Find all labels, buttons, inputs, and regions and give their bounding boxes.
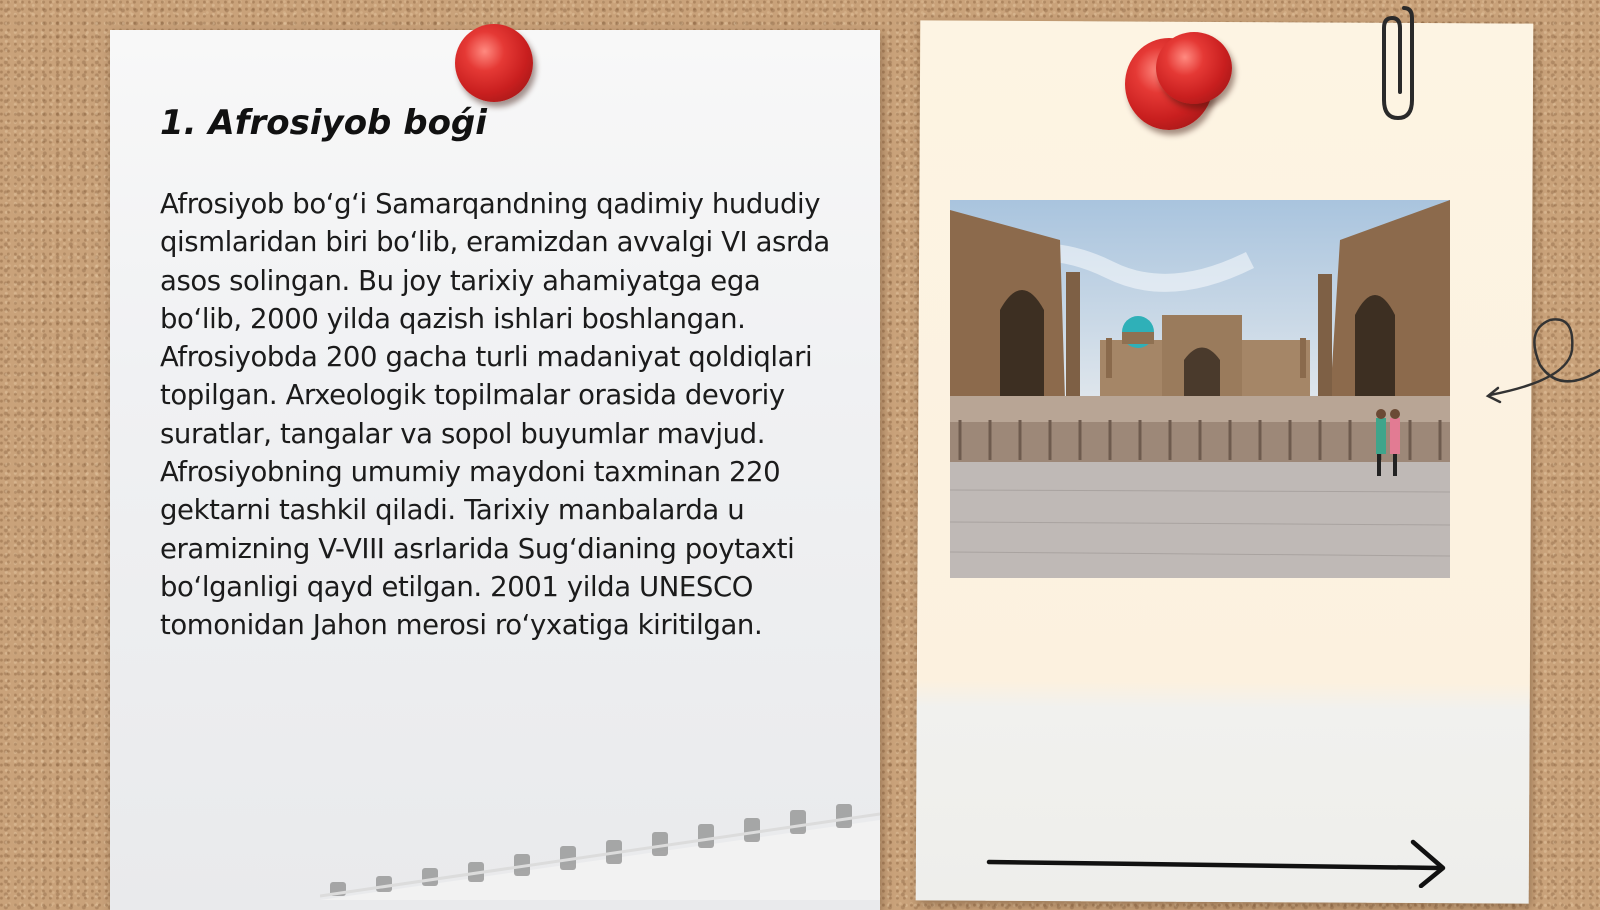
slide-title: 1. Afrosiyob boǵi [160,103,487,143]
push-pin-icon [1156,32,1232,104]
paperclip-icon [1378,0,1418,125]
arrow-right-icon[interactable] [985,838,1450,888]
registan-photo [950,200,1450,578]
slide-body-text: Afrosiyob bo‘g‘i Samarqandning qadimiy hududiy qismlaridan biri bo‘lib, eramizdan avvalgi VI asrda asos solingan. Bu joy tarixiy ahamiyatga ega bo‘lib, 2000 yilda qazish ishlari boshlangan. Afrosiyobda 200 gacha turli madaniyat qoldiqlari topilgan. Arxeologik topilmalar orasida devoriy suratlar, tangalar va sopol buyumlar mavjud. Afrosiyobning umumiy maydoni taxminan 220 gektarni tashkil qiladi. Tarixiy manbalarda u eramizning V-VIII asrlarida Sug‘dianing poytaxti bo‘lganligi qayd etilgan. 2001 yilda UNESCO tomonidan Jahon merosi ro‘yxatiga kiritilgan. [160,188,830,642]
push-pin-icon [455,24,533,102]
doodle-loop-arrow-icon [1480,310,1600,410]
torn-paper-edge [320,800,880,900]
registan-illustration [950,200,1450,578]
